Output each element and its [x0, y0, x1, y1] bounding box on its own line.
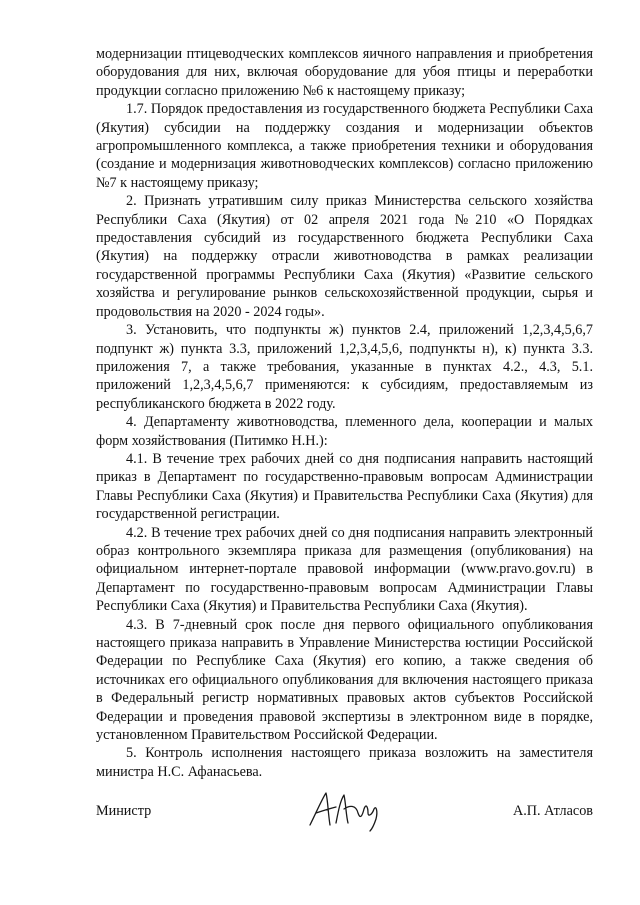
paragraph-2: 2. Признать утратившим силу приказ Министерства сельского хозяйства Республики Саха (Якутия) от 02 апреля 2021 года №210 «О Порядках предоставления субсидий из государственного бюджета Республики Саха (Якутия) на поддержку отрасли животноводства в рамках реализации государственной программы Республики Саха (Якутия) «Развитие сельского хозяйства и регулирование рынков сельскохозяйственной продукции, сырья и продовольствия на 2020 - 2024 годы».	[96, 193, 593, 320]
signatory-name: А.П. Атласов	[513, 803, 593, 819]
paragraph-1-7: 1.7. Порядок предоставления из государственного бюджета Республики Саха (Якутия) субсидии на поддержку создания и модернизации объектов агропромышленного комплекса, а также приобретения техники и оборудования (создание и модернизация животноводческих комплексов) согласно приложению №7 к настоящему приказу;	[96, 101, 593, 191]
paragraph-3: 3. Установить, что подпункты ж) пунктов 2.4, приложений 1,2,3,4,5,6,7 подпункт ж) пункта 3.3, приложений 1,2,3,4,5,6, подпункты н), к) пункта 3.3. приложения 7, а также требования, указанные в пунктах 4.2., 4.3, 5.1. приложений 1,2,3,4,5,6,7 применяются: к субсидиям, предоставляемым из республиканского бюджета в 2022 году.	[96, 322, 593, 412]
handwritten-signature	[306, 787, 384, 833]
paragraph-4: 4. Департаменту животноводства, племенного дела, кооперации и малых форм хозяйствования (Питимко Н.Н.):	[96, 414, 593, 449]
document-body	[96, 45, 593, 781]
paragraph-4-3: 4.3. В 7-дневный срок после дня первого официального опубликования настоящего приказа направить в Управление Министерства юстиции Российской Федерации по Республике Саха (Якутия) его копию, а также сведения об источниках его официального опубликования для включения настоящего приказа в Федеральный регистр нормативных правовых актов субъектов Российской Федерации и проведения правовой экспертизы в электронном виде в порядке, установленном Правительством Российской Федерации.	[96, 616, 593, 744]
signature-block	[96, 795, 593, 835]
paragraph-5: 5. Контроль исполнения настоящего приказа возложить на заместителя министра Н.С. Афанасьева.	[96, 745, 593, 780]
paragraph-1-6-continuation: модернизации птицеводческих комплексов яичного направления и приобретения оборудования для них, включая оборудование для убоя птицы и переработки продукции согласно приложению №6 к настоящему приказу;	[96, 46, 593, 99]
signatory-title: Министр	[96, 803, 152, 819]
paragraph-4-2: 4.2. В течение трех рабочих дней со дня подписания направить электронный образ контрольного экземпляра приказа для размещения (опубликования) на официальном интернет-портале правовой информации (www.pravo.gov.ru) в Департамент по государственно-правовым вопросам Администрации Главы Республики Саха (Якутия) и Правительства Республики Саха (Якутия).	[96, 524, 593, 615]
paragraph-4-1: 4.1. В течение трех рабочих дней со дня подписания направить настоящий приказ в Департамент по государственно-правовым вопросам Администрации Главы Республики Саха (Якутия) и Правительства Республики Саха (Якутия) для государственной регистрации.	[96, 450, 593, 523]
